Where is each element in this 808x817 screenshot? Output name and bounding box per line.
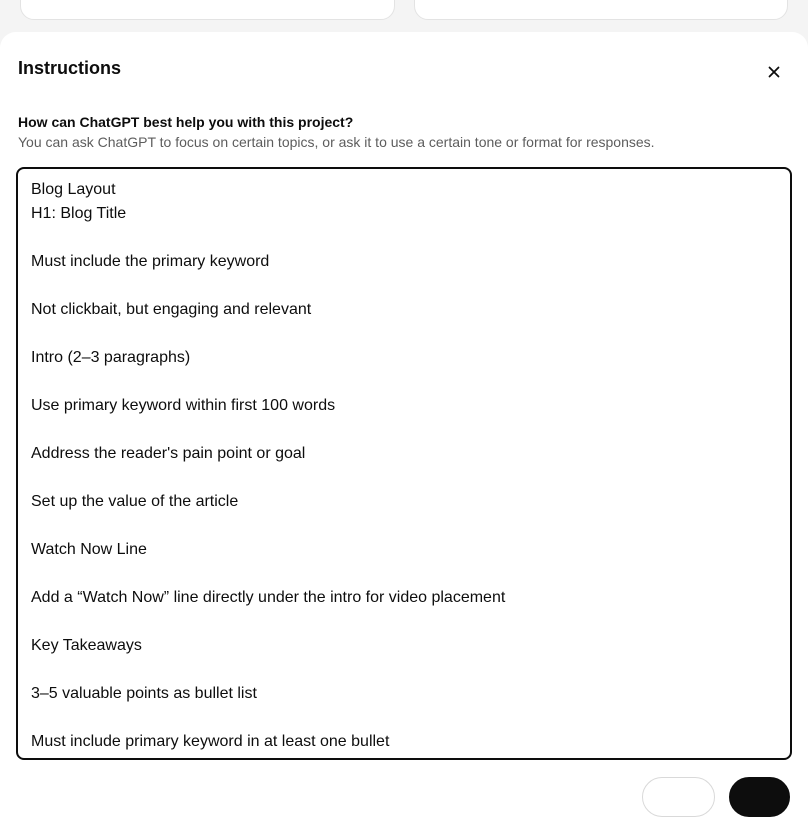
save-button[interactable] xyxy=(729,777,790,817)
modal-title: Instructions xyxy=(18,58,122,78)
instruction-line xyxy=(31,466,777,490)
instruction-line xyxy=(31,514,777,538)
instructions-question: How can ChatGPT best help you with this project? xyxy=(18,114,354,130)
instruction-line: Set up the value of the article xyxy=(31,493,239,510)
instruction-line xyxy=(31,322,777,346)
cancel-button[interactable] xyxy=(642,777,715,817)
instruction-line: Key Takeaways xyxy=(31,637,142,654)
instruction-line: Use primary keyword within first 100 words xyxy=(31,397,336,414)
close-icon xyxy=(768,66,780,78)
instruction-line: 3–5 valuable points as bullet list xyxy=(31,685,257,702)
instruction-line xyxy=(31,658,777,682)
background-card xyxy=(20,0,395,20)
instruction-line: Must include primary keyword in at least one bullet xyxy=(31,733,390,750)
close-button[interactable] xyxy=(760,58,788,86)
instruction-line xyxy=(31,562,777,586)
instruction-line xyxy=(31,226,777,250)
instruction-line xyxy=(31,610,777,634)
instruction-line: H1: Blog Title xyxy=(31,205,127,222)
instruction-line: Not clickbait, but engaging and relevant xyxy=(31,301,312,318)
background-card xyxy=(414,0,788,20)
instructions-hint: You can ask ChatGPT to focus on certain topics, or ask it to use a certain tone or format for responses. xyxy=(18,134,655,150)
instruction-line: Must include the primary keyword xyxy=(31,253,270,270)
instruction-line xyxy=(31,370,777,394)
instruction-line xyxy=(31,418,777,442)
instructions-textarea[interactable] xyxy=(16,167,792,760)
instruction-line: Blog Layout xyxy=(31,181,116,198)
instruction-line: Intro (2–3 paragraphs) xyxy=(31,349,191,366)
instructions-modal xyxy=(0,32,808,802)
instruction-line: Watch Now Line xyxy=(31,541,147,558)
instruction-line xyxy=(31,706,777,730)
instruction-line xyxy=(31,274,777,298)
instruction-line: Add a “Watch Now” line directly under the intro for video placement xyxy=(31,589,506,606)
instruction-line: Address the reader's pain point or goal xyxy=(31,445,306,462)
